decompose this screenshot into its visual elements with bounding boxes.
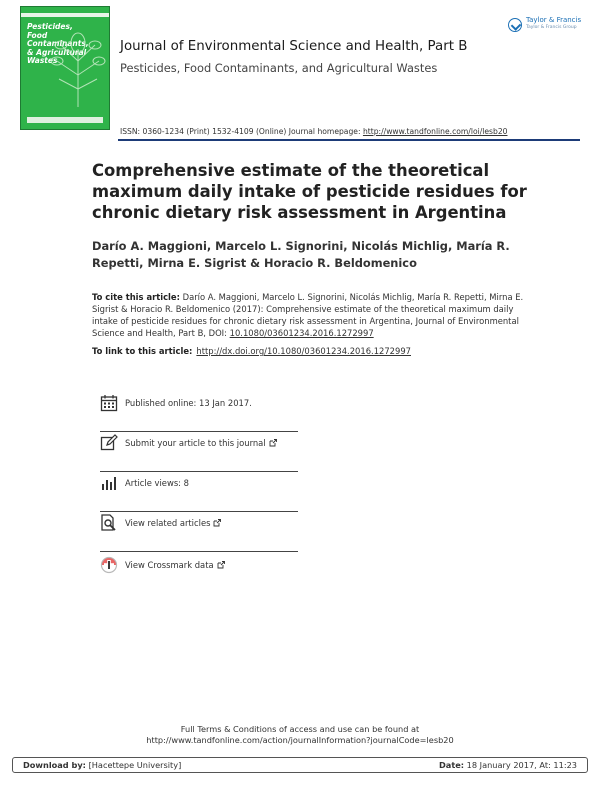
- related-articles-text: View related articles: [125, 518, 211, 528]
- article-authors: Darío A. Maggioni, Marcelo L. Signorini, Nicolás Michlig, María R. Repetti, Mirna E. Sigrist & Horacio R. Beldomenico: [92, 239, 510, 270]
- terms-line: Full Terms & Conditions of access and use can be found at: [180, 724, 420, 734]
- downloaded-by: [23, 760, 181, 770]
- calendar-icon: [100, 394, 118, 412]
- published-online-row: [100, 394, 298, 432]
- download-date-label: Date:: [439, 760, 465, 770]
- crossmark-icon: [100, 556, 118, 574]
- external-link-icon: [217, 561, 225, 569]
- external-link-icon: [213, 519, 221, 527]
- cover-title: Pesticides, Food Contaminants, & Agricultural Wastes: [27, 22, 89, 65]
- article-views-text: Article views: 8: [125, 478, 189, 488]
- header-divider: [118, 139, 580, 141]
- publisher-logo-icon: [508, 18, 522, 32]
- journal-subtitle: Pesticides, Food Contaminants, and Agricultural Wastes: [120, 61, 438, 75]
- journal-information-link[interactable]: http://www.tandfonline.com/action/journalInformation?journalCode=lesb20: [146, 735, 454, 745]
- journal-cover-image: [20, 6, 110, 130]
- journal-homepage-link[interactable]: http://www.tandfonline.com/loi/lesb20: [362, 127, 508, 136]
- publisher-logo-name: Taylor & Francis: [526, 16, 582, 24]
- publisher-logo-tagline: Taylor & Francis Group: [526, 25, 577, 30]
- citation-text: Darío A. Maggioni, Marcelo L. Signorini, Nicolás Michlig, María R. Repetti, Mirna E. Sigrist & Horacio R. Beldomenico (2017): Comprehensive estimate of the theoretical maximum daily intake of pesticide residues for chronic dietary risk assessment in Argentina, Journal of Environmental Science and Health, Part B, DOI:: [92, 292, 524, 338]
- related-articles-row[interactable]: [100, 514, 298, 552]
- submit-article-row[interactable]: [100, 434, 298, 472]
- bar-chart-icon: [100, 474, 118, 492]
- citation-block: [92, 291, 527, 339]
- download-date: [439, 760, 577, 770]
- journal-title: Journal of Environmental Science and Health, Part B: [120, 39, 468, 54]
- edit-icon: [100, 434, 118, 452]
- submit-article-text: Submit your article to this journal: [125, 438, 266, 448]
- article-views-row: [100, 474, 298, 512]
- crossmark-row[interactable]: [100, 556, 298, 594]
- crossmark-text: View Crossmark data: [125, 560, 214, 570]
- issn-text: ISSN: 0360-1234 (Print) 1532-4109 (Online) Journal homepage:: [120, 127, 363, 136]
- cover-bottom-band: [27, 117, 103, 123]
- citation-label: To cite this article:: [92, 292, 180, 302]
- article-doi-url-link[interactable]: http://dx.doi.org/10.1080/03601234.2016.1272997: [196, 346, 411, 356]
- article-link-label: To link to this article:: [92, 346, 193, 356]
- terms-and-conditions: [0, 724, 600, 746]
- cover-plant-illustration: [47, 31, 109, 109]
- downloaded-by-label: Download by:: [23, 760, 86, 770]
- article-title: Comprehensive estimate of the theoretical maximum daily intake of pesticide residues for chronic dietary risk assessment in Argentina: [92, 161, 527, 222]
- download-info-bar: [12, 757, 588, 773]
- external-link-icon: [269, 439, 277, 447]
- crossmark-link[interactable]: [125, 560, 225, 570]
- published-online-text: Published online: 13 Jan 2017.: [125, 398, 252, 408]
- publisher-logo[interactable]: [508, 14, 588, 36]
- submit-article-link[interactable]: [125, 438, 277, 448]
- document-search-icon: [100, 514, 118, 532]
- cover-top-band: [21, 13, 109, 17]
- issn-line: [120, 127, 508, 136]
- citation-doi-link[interactable]: 10.1080/03601234.2016.1272997: [229, 328, 374, 338]
- downloaded-by-value: [Hacettepe University]: [85, 760, 182, 770]
- download-date-value: 18 January 2017, At: 11:23: [464, 760, 577, 770]
- related-articles-link[interactable]: [125, 518, 221, 528]
- article-link-line: [92, 346, 522, 356]
